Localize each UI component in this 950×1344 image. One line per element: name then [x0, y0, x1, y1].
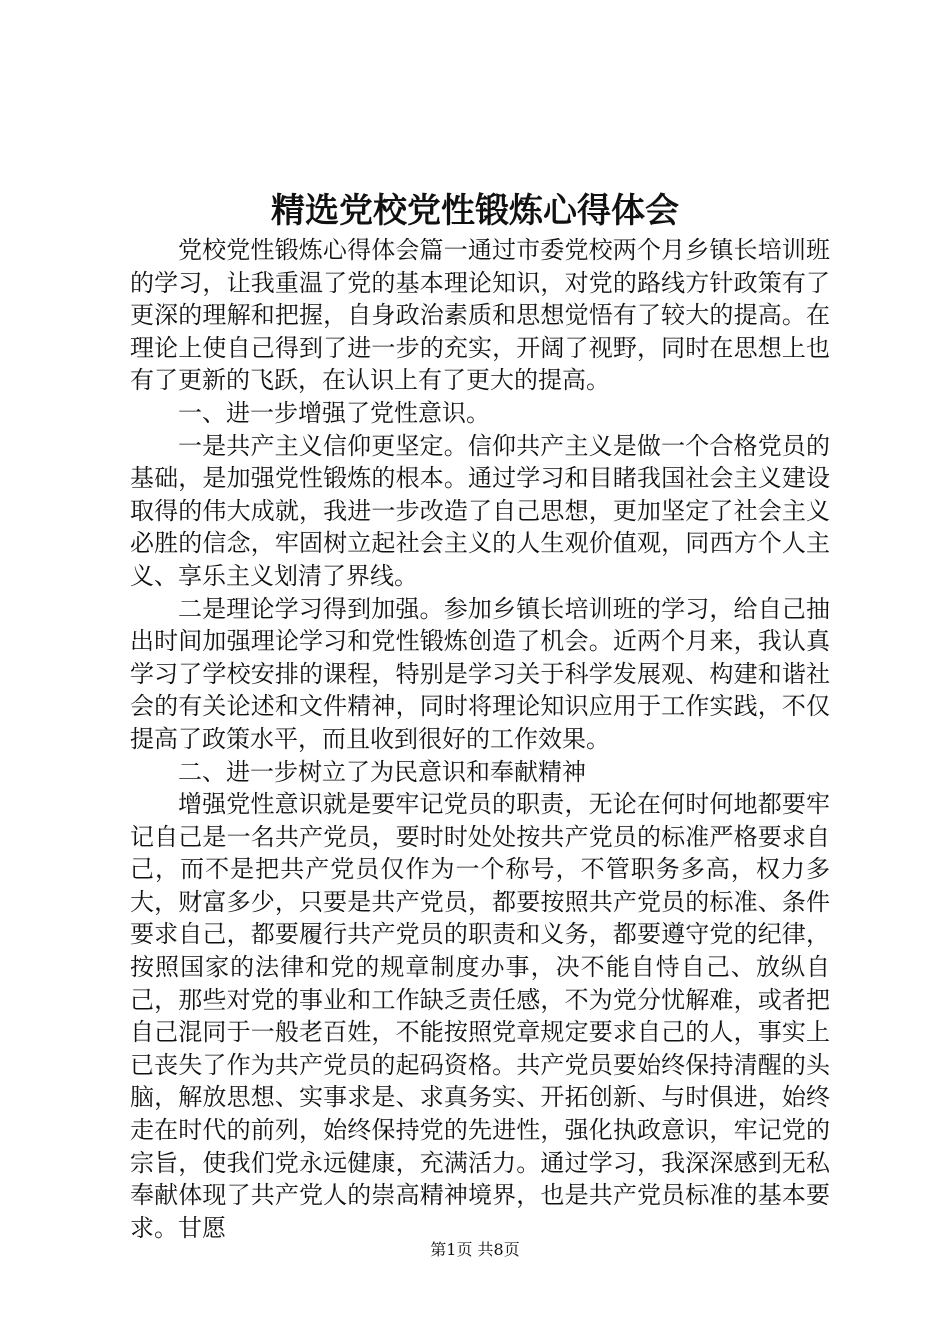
document-title: 精选党校党性锻炼心得体会 [271, 191, 679, 231]
page-footer: 第1页 共8页 [430, 1240, 520, 1259]
paragraph-point-1: 一是共产主义信仰更坚定。信仰共产主义是做一个合格党员的基础，是加强党性锻炼的根本。通过学习和目睹我国社会主义建设取得的伟大成就，我进一步改造了自己思想，更加坚定了社会主义必胜的信念，牢固树立起社会主义的人生观价值观，同西方个人主义、享乐主义划清了界线。 [130, 431, 830, 590]
section-heading-1: 一、进一步增强了党性意识。 [178, 398, 490, 427]
paragraph-point-2: 二是理论学习得到加强。参加乡镇长培训班的学习，给自己抽出时间加强理论学习和党性锻炼创造了机会。近两个月来，我认真学习了学校安排的课程，特别是学习关于科学发展观、构建和谐社会的有关论述和文件精神，同时将理论知识应用于工作实践，不仅提高了政策水平，而且收到很好的工作效果。 [130, 594, 830, 753]
section-heading-2: 二、进一步树立了为民意识和奉献精神 [178, 757, 586, 786]
paragraph-intro: 党校党性锻炼心得体会篇一通过市委党校两个月乡镇长培训班的学习，让我重温了党的基本理论知识，对党的路线方针政策有了更深的理解和把握，自身政治素质和思想觉悟有了较大的提高。在理论上使自己得到了进一步的充实，开阔了视野，同时在思想上也有了更新的飞跃，在认识上有了更大的提高。 [130, 236, 830, 395]
paragraph-section-2: 增强党性意识就是要牢记党员的职责，无论在何时何地都要牢记自己是一名共产党员，要时时处处按共产党员的标准严格要求自己，而不是把共产党员仅作为一个称号，不管职务多高，权力多大，财富多少，只要是共产党员，都要按照共产党员的标准、条件要求自己，都要履行共产党员的职责和义务，都要遵守党的纪律，按照国家的法律和党的规章制度办事，决不能自恃自己、放纵自己，那些对党的事业和工作缺乏责任感，不为党分忧解难，或者把自己混同于一般老百姓，不能按照党章规定要求自己的人，事实上已丧失了作为共产党员的起码资格。共产党员要始终保持清醒的头脑，解放思想、实事求是、求真务实、开拓创新、与时俱进，始终走在时代的前列，始终保持党的先进性，强化执政意识，牢记党的宗旨，使我们党永远健康，充满活力。通过学习，我深深感到无私奉献体现了共产党人的崇高精神境界，也是共产党员标准的基本要求。甘愿 [130, 790, 830, 1242]
document-body [130, 234, 830, 1244]
